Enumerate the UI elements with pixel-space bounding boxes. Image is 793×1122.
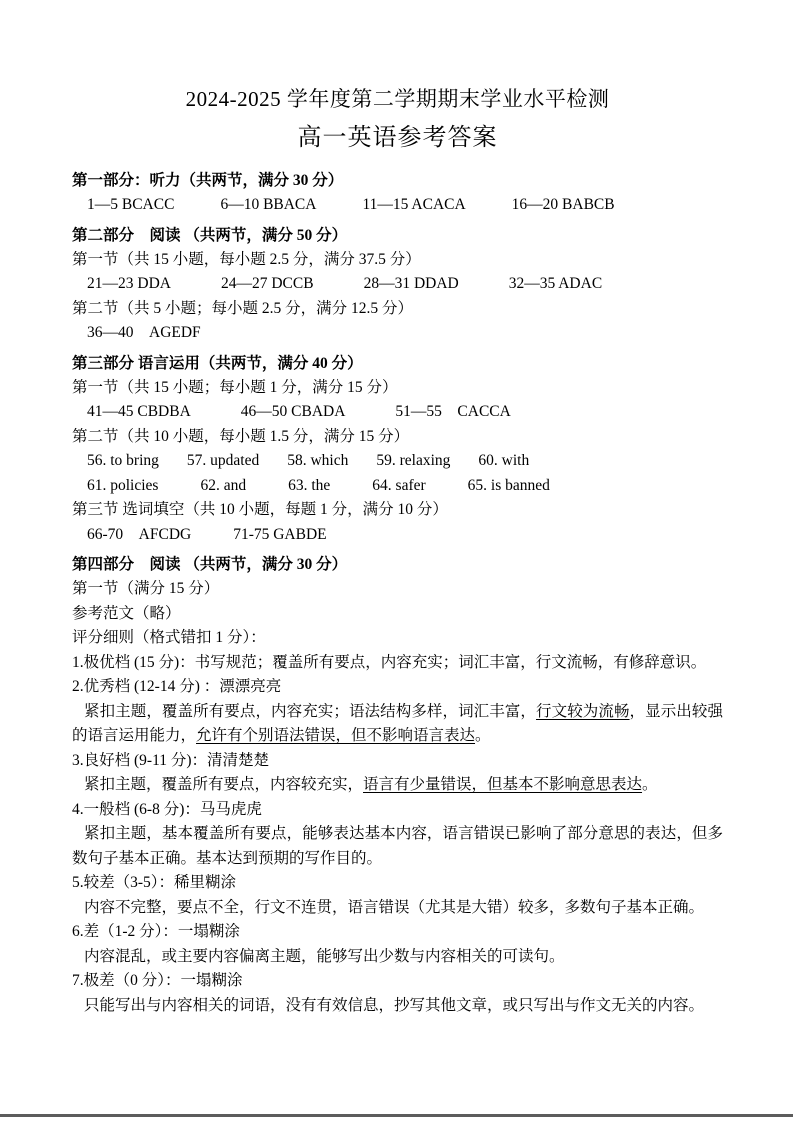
answer-group: 1—5 BCACC bbox=[87, 196, 175, 213]
rubric-level-7-title: 7.极差（0 分）：一塌糊涂 bbox=[72, 972, 243, 989]
rubric-level-7-desc: 只能写出与内容相关的词语，没有有效信息，抄写其他文章，或只写出与作文无关的内容。 bbox=[84, 996, 705, 1014]
exam-title: 2024-2025 学年度第二学期期末学业水平检测 bbox=[185, 87, 610, 111]
part2-answer-row-1 bbox=[72, 272, 723, 297]
desc-text: 紧扣主题，覆盖所有要点，内容充实；语法结构多样，词汇丰富， bbox=[84, 702, 537, 720]
rubric-level-3-title: 3.良好档 (9-11 分)：清清楚楚 bbox=[72, 751, 270, 769]
rubric-level-1: 1.极优档 (15 分)：书写规范；覆盖所有要点，内容充实；词汇丰富，行文流畅，有修辞意识。 bbox=[72, 653, 707, 671]
rubric-heading: 评分细则（格式错扣 1 分）： bbox=[72, 629, 266, 646]
part1-answer-row bbox=[72, 193, 723, 218]
answer-item: 56. to bring bbox=[87, 452, 159, 469]
part1-heading: 第一部分：听力（共两节，满分 30 分） bbox=[72, 172, 344, 189]
part3-section2-label: 第二节（共 10 小题，每小题 1.5 分，满分 15 分） bbox=[72, 427, 410, 445]
answer-group: 6—10 BBACA bbox=[220, 196, 317, 213]
answer-item: 58. which bbox=[287, 452, 349, 469]
answer-group: 71-75 GABDE bbox=[233, 525, 327, 543]
part3-answer-row-2b bbox=[72, 474, 723, 499]
rubric-level-3-desc bbox=[72, 773, 723, 798]
answer-item: 61. policies bbox=[87, 476, 159, 494]
rubric-level-5-title: 5.较差（3-5）：稀里糊涂 bbox=[72, 874, 237, 891]
part3-answer-row-2a bbox=[72, 449, 723, 474]
rubric-level-2-title: 2.优秀档 (12-14 分) ：漂漂亮亮 bbox=[72, 678, 282, 695]
answer-group: 16—20 BABCB bbox=[511, 196, 615, 213]
desc-text: ，显示出较强的语言运用能力， bbox=[72, 702, 723, 744]
part4-heading: 第四部分 阅读 （共两节，满分 30 分） bbox=[72, 556, 348, 573]
rubric-level-5-desc: 内容不完整，要点不全，行文不连贯，语言错误（尤其是大错）较多，多数句子基本正确。 bbox=[84, 898, 705, 916]
answer-group: 46—50 CBADA bbox=[240, 403, 346, 420]
answer-item: 62. and bbox=[200, 476, 247, 494]
desc-text: 。 bbox=[475, 727, 491, 744]
part2-answer-row-2 bbox=[72, 321, 723, 346]
answer-group: 66-70 AFCDG bbox=[87, 525, 192, 543]
rubric-level-6-desc: 内容混乱，或主要内容偏离主题，能够写出少数与内容相关的可读句。 bbox=[84, 947, 565, 965]
answer-group: 24—27 DCCB bbox=[220, 275, 314, 292]
answer-group: 21—23 DDA bbox=[87, 275, 171, 292]
answer-item: 64. safer bbox=[372, 476, 426, 494]
part3-answer-row-1 bbox=[72, 400, 723, 425]
answer-item: 63. the bbox=[288, 476, 331, 494]
rubric-level-6-title: 6.差（1-2 分）：一塌糊涂 bbox=[72, 923, 240, 940]
part2-section1-label: 第一节（共 15 小题，每小题 2.5 分，满分 37.5 分） bbox=[72, 250, 421, 268]
answer-group: 36—40 AGEDF bbox=[87, 324, 201, 341]
page-bottom-divider bbox=[0, 1114, 793, 1117]
answer-group: 28—31 DDAD bbox=[363, 275, 459, 292]
part3-heading: 第三部分 语言运用（共两节，满分 40 分） bbox=[72, 354, 363, 372]
part2-heading: 第二部分 阅读 （共两节，满分 50 分） bbox=[72, 226, 348, 244]
answer-item: 57. updated bbox=[186, 452, 260, 469]
rubric-level-4-desc: 紧扣主题，基本覆盖所有要点，能够表达基本内容，语言错误已影响了部分意思的表达，但多数句子基本正确。基本达到预期的写作目的。 bbox=[72, 825, 723, 867]
desc-text: 。 bbox=[642, 776, 658, 793]
answer-group: 51—55 CACCA bbox=[395, 403, 511, 420]
part2-section2-label: 第二节（共 5 小题；每小题 2.5 分，满分 12.5 分） bbox=[72, 299, 414, 317]
answer-item: 60. with bbox=[478, 452, 530, 469]
part3-answer-row-3 bbox=[72, 523, 723, 548]
part4-section1-label: 第一节（满分 15 分） bbox=[72, 580, 220, 597]
answer-item: 59. relaxing bbox=[376, 452, 451, 469]
underlined-text: 允许有个别语法错误，但不影响语言表达 bbox=[196, 727, 476, 744]
answer-item: 65. is banned bbox=[467, 476, 550, 494]
underlined-text: 语言有少量错误，但基本不影响意思表达 bbox=[363, 776, 643, 793]
model-essay-note: 参考范文（略） bbox=[72, 604, 181, 622]
rubric-level-2-desc bbox=[72, 700, 723, 749]
exam-subtitle: 高一英语参考答案 bbox=[297, 125, 498, 151]
answer-group: 11—15 ACACA bbox=[362, 196, 466, 213]
underlined-text: 行文较为流畅 bbox=[536, 702, 630, 720]
answer-group: 41—45 CBDBA bbox=[87, 403, 191, 420]
rubric-level-4-title: 4.一般档 (6-8 分)：马马虎虎 bbox=[72, 800, 262, 818]
desc-text: 紧扣主题，覆盖所有要点，内容较充实， bbox=[84, 776, 364, 793]
part3-section3-label: 第三节 选词填空（共 10 小题，每题 1 分，满分 10 分） bbox=[72, 501, 448, 518]
part3-section1-label: 第一节（共 15 小题；每小题 1 分，满分 15 分） bbox=[72, 378, 398, 396]
answer-group: 32—35 ADAC bbox=[508, 275, 603, 292]
